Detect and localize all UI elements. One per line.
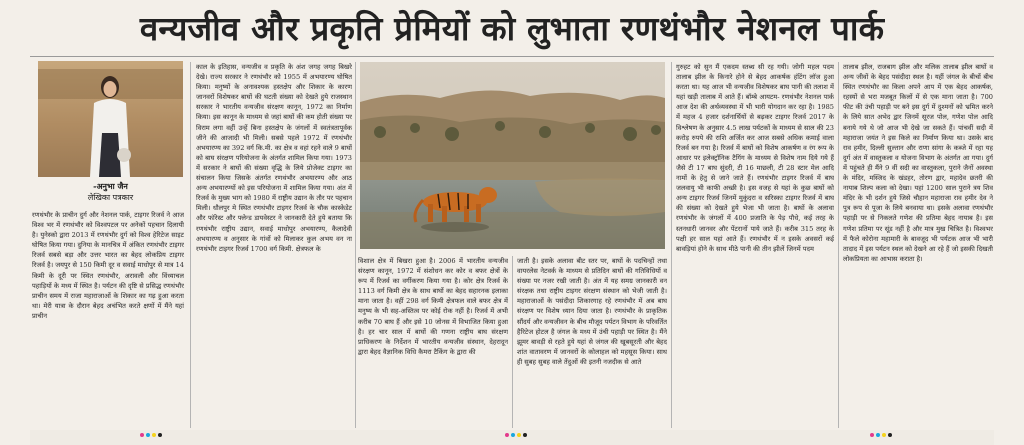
print-mark-dot [140, 433, 144, 437]
author-name: -अनुभा जैन [93, 182, 128, 191]
print-mark-dot [152, 433, 156, 437]
article-column-5 [676, 62, 834, 426]
print-mark-dot [158, 433, 162, 437]
print-mark-dot [517, 433, 521, 437]
byline [38, 181, 183, 203]
article-column-2 [196, 62, 352, 426]
headline-rule [30, 56, 994, 57]
article-column-1 [32, 210, 184, 426]
print-mark-dot [876, 433, 880, 437]
column-divider [671, 62, 672, 428]
column-6-text: तालाब झील, राजबाग झील और मलिक तालाब झील बाघों व अन्य जीवों के बेहद पसंदीदा स्थल है। यहीं जंगल के बीचों बीच स्थित रणथंभौर का किला अपने आप में एक बेहद आकर्षक, रहस्यों से भरा मजबूत किलों में से एक माना जाता है। 700 फीट की उंची पहाड़ी पर बने इस दुर्ग में दुश्मनों को भ्रमित करने के लिये सात अभेद द्वार जिनमें सूरज पोल, गणेश पोल आदि बनाये गये थे जो आज भी देखे जा सकते हैं। पांचवीं सदी में महाराजा जयंत ने इस किले का निर्माण किया था। उसके बाद राव हमीर, दिल्ली सुल्तान और राणा सांगा के कब्जे में रहा यह दुर्ग अंत में वास्तुकला व योजना विभाग के अंतर्गत आ गया। दुर्ग में पहुंचते ही मैंने 9 वीं सदी का वास्तुकला, पुराने जैनों अवस्था के मंदिर, मस्जिद के खंडहर, तोरण द्वार, महादेव छतरी की नायाब शिल्प कला को देखा। यहां 1200 साल पुराने त्रय शिव मंदिर के भी दर्शन हुये जिसे चौहान महाराजा राव हमीर देव ने पुत्र रूप से पूजा के लिये बनवाया था। इसके अलावा रणथंभौर पहाड़ी पर से निकलते गणेश की प्रतिमा बेहद नायाब है। इस गणेश प्रतिमा पर सूंड नहीं है और मात्र मुख चित्रित है। विश्वभर में फैले कोरोना महामारी के बावजूद भी पर्यटक आज भी भारी तादाद में इस पर्यटन स्थल को देखने आ रहे हैं जो इसकी दिखती लोकप्रियता का आभास कराता है। [843, 63, 993, 263]
column-divider [838, 62, 839, 428]
column-5-text: गुरुहट को सुन मैं एकदम स्तब्ध सी रह गयी। जोगी महल पदम तालाब झील के किनारे होने से बेहद आकर्षक हंटिंग लॉज हुआ करता था। यह आज भी वन्यजीव विशेषकर बाघ पानी की तलाश में यहां खड़ी तालाब में आते हैं। बॉम्बे आयटम- रणथंभौर नेशनल पार्क आज देश की अर्थव्यवस्था में भी भारी योगदान कर रहा है। 1985 में महज 4 हजार दर्शनार्थियों से बढ़कर टाइगर रिजर्व 2017 के विश्लेषण के अनुसार 4.5 लाख पर्यटकों के माध्यम से साल की 23 करोड़ रुपये की राशि अर्जित कर आज सबसे अधिक कमाई वाला रिजर्व बन गया है। रिजर्व में बाघों को विशेष आकर्षण व रंग रूप के आधार पर इलेक्ट्रॉनिक टैगिंग के माध्यम से विशेष नाम दिये गये हैं जैसे टी 17 बाघ सुंदरी, टी 16 माछली, टी 28 स्टार मेल आदि नामों के हेतु से जाने जाते हैं। रणथंभौर टाइगर रिजर्व में बाघ जलवायु भी काफी अच्छी है। इस वजह से यहां के कुछ बाघों को अन्य टाइगर रिजर्व जिनमें मुकुंदरा व सरिस्का टाइगर रिजर्व में बाघ की संख्या को देखते हुये भेजा भी जाता है। बाघों के अलावा रणथंभौर के जंगलों में 400 प्रजाति के पेड़ पौधे, कई तरह के स्तनधारी जानवर और पेंटरानों पाये जाते हैं। करीब 315 तरह के पक्षी हर साल यहां आते हैं। रणथंभौर में न इसके अवसरों कई बावड़ियां होने के साथ मीठे पानी की तीन झीलें जिनमें पदम [676, 63, 834, 253]
column-1-text: रणथंभौर के प्राचीन दुर्ग और नेशनल पार्क, टाइगर रिजर्व ने आज विश्व भर में रणथंभौर को विश्वपटल पर अनेकों पहचान दिलायी है। युनेस्को द्वारा 2013 में रणथंभौर दुर्ग को विश्व हेरिटेज साइट घोषित किया गया। दुनिया के मानचित्र में अंकित रणथंभौर टाइगर रिजर्व सबसे बड़ा और उत्तर भारत का बेहद लोकप्रिय टाइगर रिजर्व है। जयपुर से 150 किमी दूर व सवाई माधोपुर से मात्र 14 किमी के दूरी पर स्थित रणथंभौर, अरावली और विंध्याचल पहाड़ियों के मध्य में स्थित है। पर्यटन की दृष्टि से प्रसिद्ध रणथंभौर प्राचीन समय में राजा महाराजाओं के शिकार का गढ़ हुआ करता था। मेरी यात्रा के दौरान बेहद अचंभित करते क्षणों में मैंने यहां प्राचीन [32, 211, 184, 320]
column-divider [512, 256, 513, 428]
author-photo [38, 61, 183, 177]
column-4-text: जाती है। इसके अलावा बीट स्तर पर, बाघों के पदचिन्हों तथा वायरलेस नेटवर्क के माध्यम से प्रतिदिन बाघों की गतिविधियों व संख्या पर नजर रखी जाती है। अंत में यह समग्र जानकारी वन संरक्षक तथा राष्ट्रीय टाइगर संरक्षण संस्थान को भेजी जाती है। महाराजाओं के पसंदीदा शिकारगाह रहे रणथंभौर में अब बाघ संरक्षण पर विशेष ध्यान दिया जाता है। रणथंभौर के प्राकृतिक सौंदर्य और वन्यजीवन के बीच मौजूद पर्यटन विभाग के परिवर्तित हैरिटेज होटल है जंगल के मध्य में उंची पहाड़ी पर स्थित है। मैंने झूमर बावड़ी से रहते हुये यहां से जंगल की खूबसूरती और बेहद शांत वातावरण में जानवरों के कोलाहल को महसूस किया। साथ ही सुबह सुबह वाले तेंदुओं की इतनी नजदीक से आते [517, 257, 667, 366]
article-column-4 [517, 256, 667, 426]
print-mark-dot [882, 433, 886, 437]
print-mark-dot [888, 433, 892, 437]
column-divider [355, 62, 356, 428]
headline: वन्यजीव और प्रकृति प्रेमियों को लुभाता रणथंभौर नेशनल पार्क [139, 9, 885, 48]
tiger-lake-photo [360, 62, 665, 249]
author-role: लेखिका पत्रकार [87, 193, 134, 202]
print-mark-dot [870, 433, 874, 437]
column-divider [190, 62, 191, 428]
article-column-6 [843, 62, 993, 426]
print-mark-dot [505, 433, 509, 437]
print-mark-dot [511, 433, 515, 437]
column-3-text: विशाल क्षेत्र में बिखरा हुआ है। 2006 में भारतीय वन्यजीव संरक्षण कानून, 1972 में संशोधन कर कोर व बफर क्षेत्रों के रूप में रिजर्व का वर्गीकरण किया गया है। कोर क्षेत्र रिजर्व के 1113 वर्ग किमी क्षेत्र के साथ बाघों का बेहद सहारनक इलाका माना जाता है। वहीं 298 वर्ग किमी क्षेत्रफल वाले बफर क्षेत्र में मनुष्य के भी सह-अस्तित्व पर कोई रोक नहीं है। रिजर्व में अभी करीब 70 बाघ हैं और इसे 10 जोनस में विभाजित किया हुआ है। हर चार साल में बाघों की गणना राष्ट्रीय बाघ संरक्षण प्राधिकरण के निर्देशन में भारतीय वन्यजीव संस्थान, देहरादून द्वारा बेहद वैज्ञानिक विधि कैमरा टैकिंग के द्वारा की [358, 257, 508, 356]
print-registration-marks [505, 433, 527, 439]
print-registration-marks [870, 433, 892, 439]
article-column-3 [358, 256, 508, 426]
print-mark-dot [523, 433, 527, 437]
print-registration-marks [140, 433, 162, 439]
print-mark-dot [146, 433, 150, 437]
column-2-text: काल के इतिहास, वन्यजीव व प्रकृति के अंश जगह जगह बिखरे देखे। राज्य सरकार ने रणथंभौर को 1955 में अभयारण्य घोषित किया। मनुष्यों के अनावश्यक हस्तक्षेप और शिकार के कारण जानवरों विशेषकर बाघों की घटती संख्या को देखते हुये राजस्थान सरकार ने भारतीय वन्यजीव संरक्षण कानून, 1972 का निर्माण किया। इस कानून के माध्यम से जहां बाघों की कम होती संख्या पर विराम लगा वहीं उन्हें बिना हस्तक्षेप के जंगलों में स्वतंत्रतापूर्वक जीने की आजादी भी मिली। सबसे पहले 1972 में रणथंभौर अभयारण्य का 392 वर्ग कि.मी. का क्षेत्र व वहां रहने वाले 9 बाघों को बाघ संरक्षण परियोजना के अंतर्गत शामिल किया गया। 1973 में सरकार ने बाघों की संख्या वृद्धि के लिये प्रोजेक्ट टाइगर का संचालन किया जिसके अंतर्गत रणथंभौर अभयारण्य और आठ अन्य अभयारण्यों को इस परियोजना में शामिल किया गया। अंत में रिजर्व के मुख्य भाग को 1980 में राष्ट्रीय उद्यान के तौर पर पहचान मिली। धौलपुर मे स्थित रणथंभौर टाइगर रिजर्व के चौक कास्केडेट और फॉरेस्ट और फ्लेन्ड डायवेस्टर ने जानकारी देते हुये बताया कि रणथंभौर राष्ट्रीय उद्यान, सवाई माधोपुर अभयारण्य, कैलादेवी अभयारण्य व अनुसार के गांवों को मिलाकर कुल अभय वन ना रणथंभौर टाइगर रिजर्व 1700 वर्ग किमी. क्षेत्रफल के [196, 63, 352, 253]
